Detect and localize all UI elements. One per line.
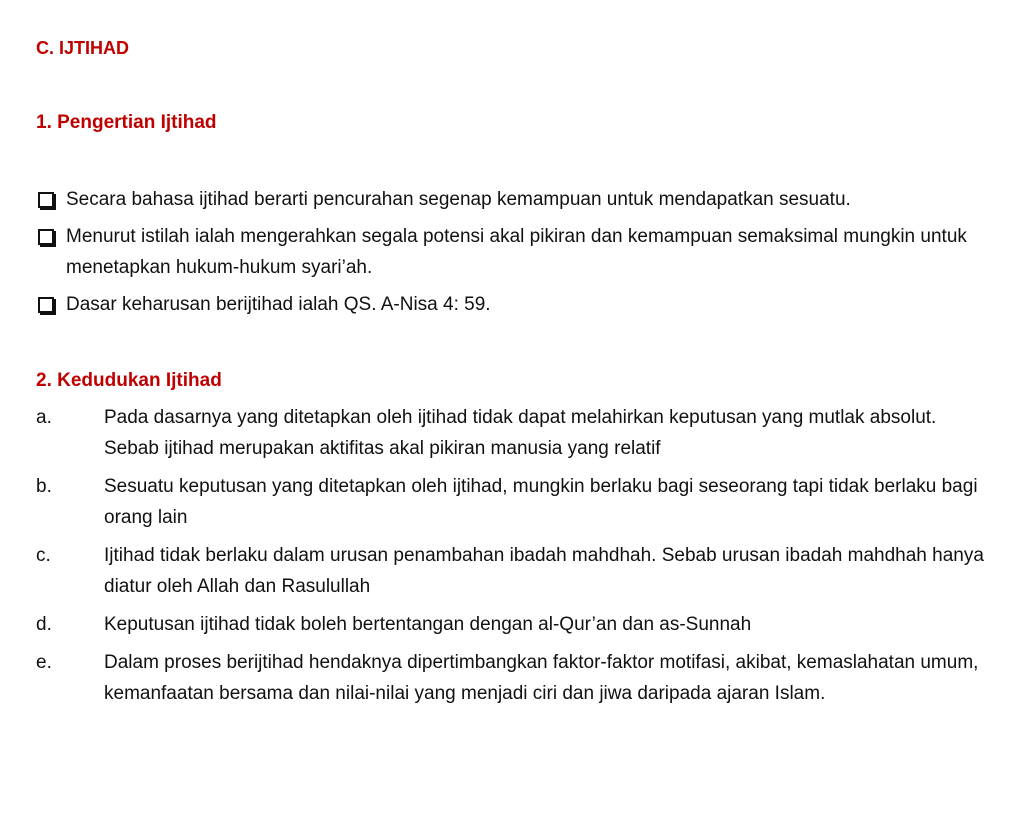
section-heading-kedudukan: 2. Kedudukan Ijtihad (36, 370, 222, 391)
list-item-text: Dalam proses berijtihad hendaknya dipertimbangkan faktor-faktor motifasi, akibat, kemaslahatan umum, kemanfaatan bersama dan nilai-nilai yang menjadi ciri dan jiwa daripada ajaran Islam. (104, 652, 979, 704)
section-heading-pengertian: 1. Pengertian Ijtihad (36, 112, 217, 133)
list-item (36, 609, 996, 640)
list-item-text: Pada dasarnya yang ditetapkan oleh ijtihad tidak dapat melahirkan keputusan yang mutlak absolut. Sebab ijtihad merupakan aktifitas akal pikiran manusia yang relatif (104, 407, 937, 459)
list-marker: e. (36, 652, 52, 673)
checkbox-bullet-icon (38, 192, 54, 208)
list-marker: b. (36, 476, 52, 497)
bullet-item (36, 221, 996, 283)
bullet-text: Dasar keharusan berijtihad ialah QS. A-Nisa 4: 59. (66, 294, 491, 315)
list-marker: c. (36, 545, 51, 566)
bullet-text: Secara bahasa ijtihad berarti pencurahan segenap kemampuan untuk mendapatkan sesuatu. (66, 189, 851, 210)
list-item (36, 647, 996, 709)
bullet-item (36, 184, 996, 215)
list-item-text: Keputusan ijtihad tidak boleh bertentangan dengan al-Qur’an dan as-Sunnah (104, 614, 752, 635)
definition-bullet-list (36, 184, 996, 326)
checkbox-bullet-icon (38, 297, 54, 313)
position-enumerated-list (36, 402, 996, 716)
page-title: C. IJTIHAD (36, 38, 130, 58)
list-item (36, 540, 996, 602)
bullet-item (36, 289, 996, 320)
list-item-text: Sesuatu keputusan yang ditetapkan oleh ijtihad, mungkin berlaku bagi seseorang tapi tidak berlaku bagi orang lain (104, 476, 978, 528)
list-item (36, 471, 996, 533)
bullet-text: Menurut istilah ialah mengerahkan segala potensi akal pikiran dan kemampuan semaksimal mungkin untuk menetapkan hukum-hukum syari’ah. (66, 226, 967, 278)
list-marker: a. (36, 407, 52, 428)
list-item (36, 402, 996, 464)
checkbox-bullet-icon (38, 229, 54, 245)
list-item-text: Ijtihad tidak berlaku dalam urusan penambahan ibadah mahdhah. Sebab urusan ibadah mahdhah hanya diatur oleh Allah dan Rasulullah (104, 545, 984, 597)
list-marker: d. (36, 614, 52, 635)
